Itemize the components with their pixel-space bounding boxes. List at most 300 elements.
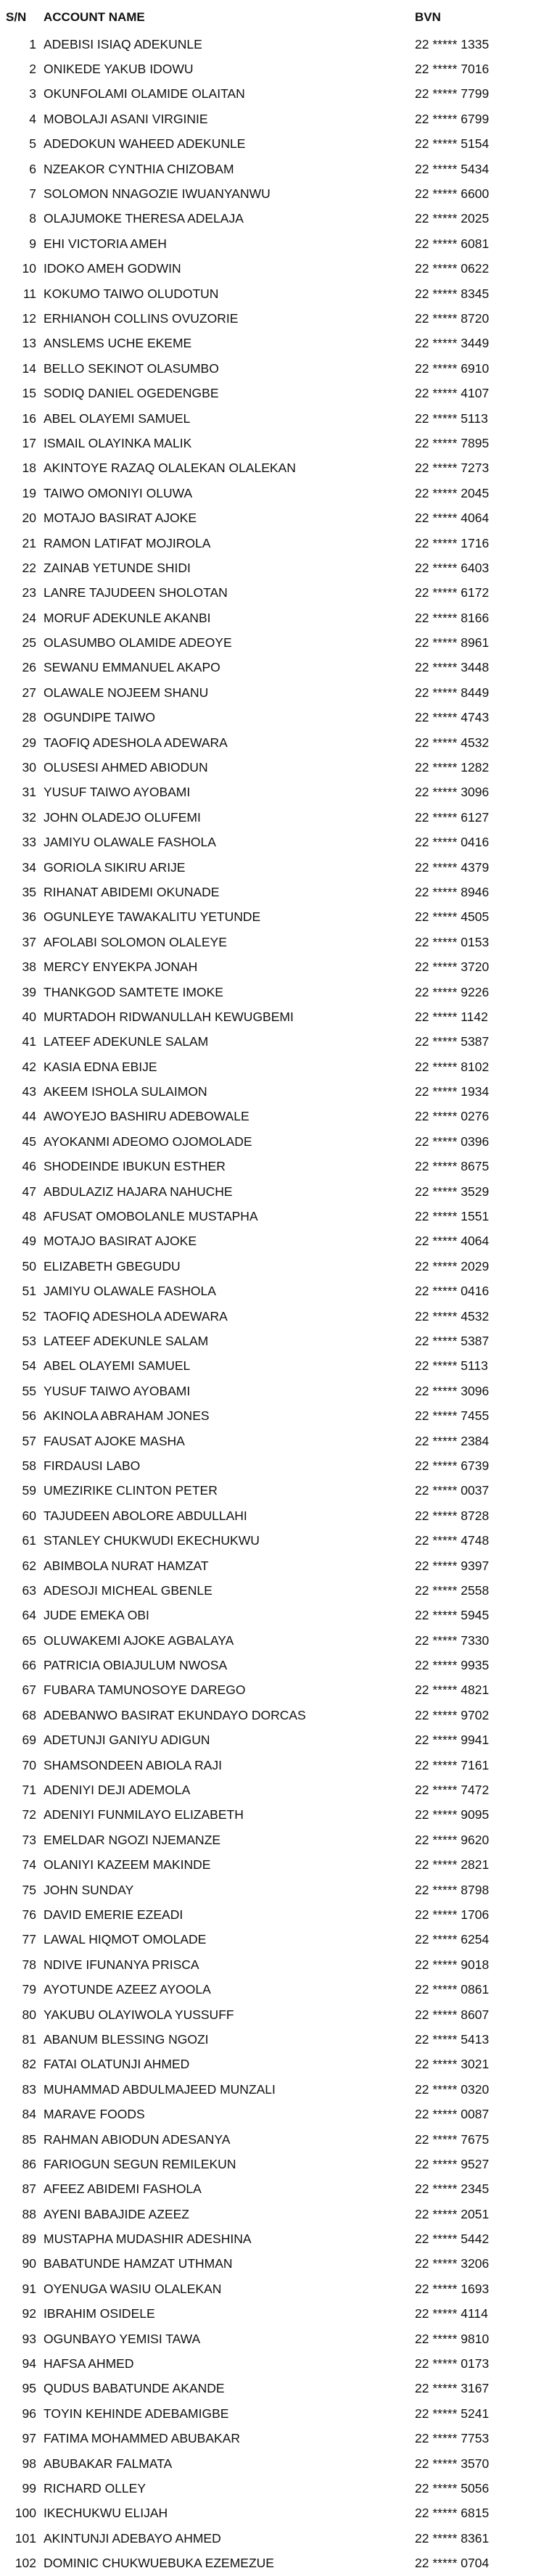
row-bvn: 22 ***** 1551 — [415, 1209, 490, 1224]
row-bvn: 22 ***** 9941 — [415, 1733, 490, 1748]
table-row — [0, 905, 557, 930]
row-account-name: ADEDOKUN WAHEED ADEKUNLE — [44, 136, 246, 152]
row-account-name: SHAMSONDEEN ABIOLA RAJI — [44, 1757, 223, 1772]
table-row — [0, 1079, 557, 1104]
table-row — [0, 456, 557, 481]
table-row — [0, 880, 557, 904]
row-bvn: 22 ***** 1335 — [415, 36, 490, 51]
table-row — [0, 755, 557, 780]
row-account-name: HAFSA AHMED — [44, 2356, 134, 2371]
row-bvn: 22 ***** 1716 — [415, 535, 490, 550]
row-bvn: 22 ***** 0396 — [415, 1134, 490, 1149]
row-bvn: 22 ***** 6739 — [415, 1458, 490, 1473]
row-account-name: EMELDAR NGOZI NJEMANZE — [44, 1832, 221, 1847]
row-bvn: 22 ***** 7895 — [415, 435, 490, 450]
row-bvn: 22 ***** 8675 — [415, 1159, 490, 1174]
row-account-name: ABIMBOLA NURAT HAMZAT — [44, 1558, 209, 1573]
row-account-name: FAUSAT AJOKE MASHA — [44, 1433, 185, 1448]
table-row — [0, 1728, 557, 1753]
row-bvn: 22 ***** 7675 — [415, 2131, 490, 2147]
row-account-name: NDIVE IFUNANYA PRISCA — [44, 1957, 199, 1972]
table-row — [0, 1952, 557, 1977]
row-bvn: 22 ***** 5056 — [415, 2480, 490, 2496]
table-row — [0, 2152, 557, 2176]
row-account-name: ERHIANOH COLLINS OVUZORIE — [44, 310, 239, 326]
row-bvn: 22 ***** 0861 — [415, 1982, 490, 1997]
table-row — [0, 680, 557, 705]
table-row — [0, 1928, 557, 1952]
row-account-name: OLANIYI KAZEEM MAKINDE — [44, 1857, 211, 1873]
table-row — [0, 181, 557, 206]
row-bvn: 22 ***** 8728 — [415, 1508, 490, 1523]
table-row — [0, 1054, 557, 1079]
row-sn: 55 — [22, 1383, 36, 1398]
row-bvn: 22 ***** 7455 — [415, 1408, 490, 1424]
table-row — [0, 2052, 557, 2077]
row-sn: 60 — [22, 1508, 36, 1523]
row-sn: 6 — [29, 161, 36, 176]
row-sn: 51 — [22, 1284, 36, 1299]
row-sn: 25 — [22, 635, 36, 651]
row-sn: 97 — [22, 2431, 36, 2446]
row-account-name: TAJUDEEN ABOLORE ABDULLAHI — [44, 1508, 247, 1523]
row-sn: 99 — [22, 2480, 36, 2496]
row-account-name: NZEAKOR CYNTHIA CHIZOBAM — [44, 161, 234, 176]
row-sn: 79 — [22, 1982, 36, 1997]
table-row — [0, 1379, 557, 1403]
row-account-name: ZAINAB YETUNDE SHIDI — [44, 560, 191, 575]
row-sn: 72 — [22, 1807, 36, 1822]
row-bvn: 22 ***** 9226 — [415, 984, 490, 999]
row-bvn: 22 ***** 9810 — [415, 2331, 490, 2346]
table-row — [0, 1528, 557, 1553]
row-bvn: 22 ***** 7753 — [415, 2431, 490, 2446]
row-sn: 22 — [22, 560, 36, 575]
table-row — [0, 406, 557, 431]
row-sn: 58 — [22, 1458, 36, 1473]
table-row — [0, 57, 557, 81]
row-sn: 28 — [22, 710, 36, 725]
table-row — [0, 1179, 557, 1204]
table-row — [0, 1329, 557, 1353]
row-sn: 3 — [29, 86, 36, 102]
row-bvn: 22 ***** 2558 — [415, 1582, 490, 1598]
table-row — [0, 1828, 557, 1852]
row-account-name: ABUBAKAR FALMATA — [44, 2456, 173, 2471]
row-bvn: 22 ***** 2345 — [415, 2181, 490, 2197]
row-bvn: 22 ***** 4064 — [415, 1234, 490, 1249]
table-row — [0, 207, 557, 231]
row-bvn: 22 ***** 5434 — [415, 161, 490, 176]
table-row — [0, 431, 557, 455]
row-account-name: DAVID EMERIE EZEADI — [44, 1907, 183, 1922]
row-bvn: 22 ***** 6172 — [415, 585, 490, 600]
row-account-name: LANRE TAJUDEEN SHOLOTAN — [44, 585, 228, 600]
row-account-name: DOMINIC CHUKWUEBUKA EZEMEZUE — [44, 2556, 274, 2571]
row-bvn: 22 ***** 5387 — [415, 1334, 490, 1348]
table-row — [0, 1105, 557, 1129]
table-row — [0, 32, 557, 57]
table-row — [0, 2327, 557, 2351]
row-bvn: 22 ***** 0153 — [415, 934, 490, 949]
row-sn: 57 — [22, 1433, 36, 1448]
row-sn: 65 — [22, 1632, 36, 1648]
table-row — [0, 930, 557, 954]
row-bvn: 22 ***** 9935 — [415, 1658, 490, 1673]
table-row — [0, 2077, 557, 2102]
row-bvn: 22 ***** 3720 — [415, 959, 490, 975]
row-account-name: IBRAHIM OSIDELE — [44, 2306, 155, 2321]
row-sn: 11 — [22, 286, 36, 301]
row-sn: 71 — [22, 1783, 36, 1798]
table-row — [0, 1578, 557, 1603]
row-account-name: EHI VICTORIA AMEH — [44, 236, 167, 251]
table-row — [0, 1030, 557, 1054]
table-row — [0, 2177, 557, 2202]
row-account-name: ADESOJI MICHEAL GBENLE — [44, 1582, 213, 1598]
row-account-name: JAMIYU OLAWALE FASHOLA — [44, 835, 216, 850]
row-bvn: 22 ***** 8166 — [415, 610, 490, 625]
row-bvn: 22 ***** 5113 — [415, 410, 488, 426]
row-account-name: FIRDAUSI LABO — [44, 1458, 141, 1473]
row-sn: 36 — [22, 909, 36, 925]
row-account-name: OYENUGA WASIU OLALEKAN — [44, 2281, 222, 2296]
row-bvn: 22 ***** 8102 — [415, 1059, 490, 1074]
row-account-name: KASIA EDNA EBIJE — [44, 1059, 157, 1074]
table-row — [0, 1204, 557, 1229]
row-bvn: 22 ***** 0320 — [415, 2081, 490, 2097]
table-row — [0, 581, 557, 606]
row-sn: 95 — [22, 2381, 36, 2396]
table-row — [0, 2276, 557, 2301]
row-account-name: TAOFIQ ADESHOLA ADEWARA — [44, 1308, 228, 1324]
row-sn: 100 — [15, 2506, 36, 2521]
table-row — [0, 630, 557, 655]
row-account-name: FARIOGUN SEGUN REMILEKUN — [44, 2156, 236, 2171]
row-account-name: OLAJUMOKE THERESA ADELAJA — [44, 211, 244, 226]
row-account-name: TOYIN KEHINDE ADEBAMIGBE — [44, 2406, 229, 2421]
row-sn: 2 — [29, 62, 36, 77]
row-bvn: 22 ***** 4379 — [415, 859, 490, 875]
row-account-name: BABATUNDE HAMZAT UTHMAN — [44, 2256, 233, 2271]
row-sn: 16 — [22, 410, 36, 426]
table-row — [0, 1503, 557, 1528]
row-sn: 84 — [22, 2107, 36, 2122]
row-sn: 74 — [22, 1857, 36, 1873]
row-bvn: 22 ***** 9620 — [415, 1832, 490, 1847]
table-row — [0, 1803, 557, 1828]
row-bvn: 22 ***** 5945 — [415, 1608, 490, 1623]
row-sn: 70 — [22, 1757, 36, 1772]
row-bvn: 22 ***** 6799 — [415, 111, 490, 126]
row-account-name: RAMON LATIFAT MOJIROLA — [44, 535, 211, 550]
row-sn: 98 — [22, 2456, 36, 2471]
row-sn: 44 — [22, 1109, 36, 1124]
row-account-name: LATEEF ADEKUNLE SALAM — [44, 1034, 209, 1049]
row-account-name: QUDUS BABATUNDE AKANDE — [44, 2381, 225, 2396]
row-account-name: KOKUMO TAIWO OLUDOTUN — [44, 286, 219, 301]
row-account-name: ADEBISI ISIAQ ADEKUNLE — [44, 36, 202, 51]
row-bvn: 22 ***** 1693 — [415, 2281, 490, 2296]
table-row — [0, 1004, 557, 1029]
row-account-name: IKECHUKWU ELIJAH — [44, 2506, 168, 2521]
row-account-name: AYOTUNDE AZEEZ AYOOLA — [44, 1982, 211, 1997]
row-sn: 56 — [22, 1408, 36, 1424]
row-sn: 89 — [22, 2232, 36, 2247]
row-bvn: 22 ***** 5241 — [415, 2406, 490, 2421]
row-sn: 63 — [22, 1582, 36, 1598]
table-row — [0, 306, 557, 331]
row-bvn: 22 ***** 2051 — [415, 2206, 490, 2221]
table-row — [0, 780, 557, 805]
row-bvn: 22 ***** 6081 — [415, 236, 490, 251]
row-sn: 83 — [22, 2081, 36, 2097]
row-sn: 8 — [29, 211, 36, 226]
row-sn: 78 — [22, 1957, 36, 1972]
row-sn: 53 — [22, 1334, 36, 1348]
row-bvn: 22 ***** 2384 — [415, 1433, 490, 1448]
table-row — [0, 1279, 557, 1304]
row-sn: 77 — [22, 1932, 36, 1947]
row-sn: 18 — [22, 461, 36, 476]
row-bvn: 22 ***** 5413 — [415, 2031, 490, 2047]
row-sn: 39 — [22, 984, 36, 999]
row-bvn: 22 ***** 0087 — [415, 2107, 490, 2122]
row-sn: 30 — [22, 760, 36, 775]
row-account-name: MOTAJO BASIRAT AJOKE — [44, 511, 197, 526]
table-row — [0, 1603, 557, 1628]
table-row — [0, 954, 557, 979]
table-row — [0, 805, 557, 830]
row-sn: 75 — [22, 1882, 36, 1897]
table-row — [0, 1678, 557, 1703]
row-sn: 47 — [22, 1184, 36, 1199]
row-bvn: 22 ***** 8449 — [415, 685, 490, 700]
row-account-name: MORUF ADEKUNLE AKANBI — [44, 610, 211, 625]
row-account-name: JAMIYU OLAWALE FASHOLA — [44, 1284, 216, 1299]
row-account-name: BELLO SEKINOT OLASUMBO — [44, 360, 219, 376]
row-account-name: YUSUF TAIWO AYOBAMI — [44, 1383, 191, 1398]
table-row — [0, 1479, 557, 1503]
row-sn: 90 — [22, 2256, 36, 2271]
row-account-name: AFEEZ ABIDEMI FASHOLA — [44, 2181, 202, 2197]
row-account-name: AFOLABI SOLOMON OLALEYE — [44, 934, 227, 949]
row-bvn: 22 ***** 9095 — [415, 1807, 490, 1822]
table-row — [0, 531, 557, 556]
row-bvn: 22 ***** 4532 — [415, 1308, 490, 1324]
row-bvn: 22 ***** 2029 — [415, 1258, 490, 1273]
row-bvn: 22 ***** 7330 — [415, 1632, 490, 1648]
row-account-name: ISMAIL OLAYINKA MALIK — [44, 435, 192, 450]
table-row — [0, 1453, 557, 1478]
row-account-name: OLUSESI AHMED ABIODUN — [44, 760, 208, 775]
header-bvn: BVN — [415, 10, 441, 24]
table-row — [0, 2526, 557, 2551]
row-bvn: 22 ***** 7016 — [415, 62, 490, 77]
row-account-name: LAWAL HIQMOT OMOLADE — [44, 1932, 207, 1947]
row-sn: 38 — [22, 959, 36, 975]
row-account-name: YUSUF TAIWO AYOBAMI — [44, 785, 191, 800]
row-sn: 76 — [22, 1907, 36, 1922]
row-bvn: 22 ***** 2045 — [415, 485, 490, 500]
row-account-name: JOHN SUNDAY — [44, 1882, 134, 1897]
row-account-name: ABEL OLAYEMI SAMUEL — [44, 410, 191, 426]
row-account-name: LATEEF ADEKUNLE SALAM — [44, 1334, 209, 1348]
row-bvn: 22 ***** 3570 — [415, 2456, 490, 2471]
row-bvn: 22 ***** 5113 — [415, 1358, 488, 1374]
row-account-name: MERCY ENYEKPA JONAH — [44, 959, 198, 975]
row-account-name: THANKGOD SAMTETE IMOKE — [44, 984, 223, 999]
table-row — [0, 1254, 557, 1279]
table-row — [0, 356, 557, 381]
row-bvn: 22 ***** 3448 — [415, 660, 490, 675]
table-row — [0, 730, 557, 755]
table-row — [0, 1902, 557, 1927]
row-sn: 21 — [22, 535, 36, 550]
row-bvn: 22 ***** 3021 — [415, 2057, 490, 2072]
row-account-name: AKINOLA ABRAHAM JONES — [44, 1408, 210, 1424]
row-bvn: 22 ***** 0704 — [415, 2556, 490, 2571]
row-sn: 23 — [22, 585, 36, 600]
table-row — [0, 980, 557, 1004]
table-row — [0, 1878, 557, 1902]
table-row — [0, 2351, 557, 2376]
row-bvn: 22 ***** 0416 — [415, 835, 490, 850]
table-header — [0, 0, 557, 32]
row-bvn: 22 ***** 5154 — [415, 136, 490, 152]
table-row — [0, 2002, 557, 2027]
row-account-name: ABDULAZIZ HAJARA NAHUCHE — [44, 1184, 233, 1199]
row-sn: 86 — [22, 2156, 36, 2171]
row-bvn: 22 ***** 1706 — [415, 1907, 490, 1922]
row-account-name: TAOFIQ ADESHOLA ADEWARA — [44, 735, 228, 750]
row-account-name: MARAVE FOODS — [44, 2107, 145, 2122]
table-row — [0, 2451, 557, 2476]
table-row — [0, 505, 557, 530]
table-row — [0, 1403, 557, 1428]
table-row — [0, 2102, 557, 2126]
row-account-name: OKUNFOLAMI OLAMIDE OLAITAN — [44, 86, 245, 102]
row-sn: 50 — [22, 1258, 36, 1273]
row-bvn: 22 ***** 6600 — [415, 186, 490, 202]
table-row — [0, 1753, 557, 1778]
row-bvn: 22 ***** 2821 — [415, 1857, 490, 1873]
table-row — [0, 606, 557, 630]
table-row — [0, 331, 557, 356]
row-sn: 13 — [22, 336, 36, 351]
row-account-name: JUDE EMEKA OBI — [44, 1608, 149, 1623]
table-row — [0, 656, 557, 680]
row-sn: 102 — [15, 2556, 36, 2571]
table-row — [0, 481, 557, 505]
row-sn: 15 — [22, 386, 36, 401]
row-sn: 32 — [22, 809, 36, 825]
row-bvn: 22 ***** 8720 — [415, 310, 490, 326]
row-sn: 35 — [22, 884, 36, 899]
row-account-name: ONIKEDE YAKUB IDOWU — [44, 62, 194, 77]
row-account-name: YAKUBU OLAYIWOLA YUSSUFF — [44, 2007, 234, 2022]
row-account-name: ADENIYI DEJI ADEMOLA — [44, 1783, 191, 1798]
row-bvn: 22 ***** 6403 — [415, 560, 490, 575]
row-sn: 91 — [22, 2281, 36, 2296]
row-sn: 68 — [22, 1707, 36, 1722]
row-account-name: GORIOLA SIKIRU ARIJE — [44, 859, 186, 875]
row-account-name: STANLEY CHUKWUDI EKECHUKWU — [44, 1533, 260, 1548]
table-row — [0, 706, 557, 730]
row-sn: 85 — [22, 2131, 36, 2147]
row-account-name: SOLOMON NNAGOZIE IWUANYANWU — [44, 186, 271, 202]
row-sn: 82 — [22, 2057, 36, 2072]
row-account-name: ADETUNJI GANIYU ADIGUN — [44, 1733, 210, 1748]
row-sn: 59 — [22, 1483, 36, 1498]
row-account-name: ANSLEMS UCHE EKEME — [44, 336, 192, 351]
row-bvn: 22 ***** 3167 — [415, 2381, 490, 2396]
row-sn: 81 — [22, 2031, 36, 2047]
row-bvn: 22 ***** 4107 — [415, 386, 490, 401]
row-account-name: OLASUMBO OLAMIDE ADEOYE — [44, 635, 232, 651]
row-sn: 40 — [22, 1009, 36, 1024]
row-account-name: IDOKO AMEH GODWIN — [44, 261, 181, 276]
row-bvn: 22 ***** 8345 — [415, 286, 490, 301]
table-row — [0, 1703, 557, 1727]
row-bvn: 22 ***** 5442 — [415, 2232, 490, 2247]
row-sn: 67 — [22, 1683, 36, 1698]
row-account-name: SODIQ DANIEL OGEDENGBE — [44, 386, 219, 401]
row-account-name: ELIZABETH GBEGUDU — [44, 1258, 181, 1273]
row-account-name: ABEL OLAYEMI SAMUEL — [44, 1358, 191, 1374]
row-sn: 93 — [22, 2331, 36, 2346]
row-bvn: 22 ***** 9527 — [415, 2156, 490, 2171]
table-row — [0, 1853, 557, 1878]
table-row — [0, 132, 557, 157]
row-account-name: OLUWAKEMI AJOKE AGBALAYA — [44, 1632, 234, 1648]
table-row — [0, 855, 557, 880]
table-row — [0, 1155, 557, 1179]
table-row — [0, 2377, 557, 2401]
row-sn: 66 — [22, 1658, 36, 1673]
table-row — [0, 1977, 557, 2002]
row-sn: 94 — [22, 2356, 36, 2371]
table-row — [0, 1429, 557, 1453]
row-sn: 43 — [22, 1084, 36, 1099]
row-bvn: 22 ***** 4505 — [415, 909, 490, 925]
table-row — [0, 2476, 557, 2501]
row-account-name: AKINTUNJI ADEBAYO AHMED — [44, 2530, 221, 2546]
row-bvn: 22 ***** 6815 — [415, 2506, 490, 2521]
row-account-name: AYENI BABAJIDE AZEEZ — [44, 2206, 189, 2221]
row-account-name: MUHAMMAD ABDULMAJEED MUNZALI — [44, 2081, 276, 2097]
row-bvn: 22 ***** 9397 — [415, 1558, 490, 1573]
row-account-name: JOHN OLADEJO OLUFEMI — [44, 809, 201, 825]
table-row — [0, 2551, 557, 2575]
table-row — [0, 107, 557, 131]
row-sn: 20 — [22, 511, 36, 526]
row-sn: 92 — [22, 2306, 36, 2321]
row-sn: 12 — [22, 310, 36, 326]
row-account-name: TAIWO OMONIYI OLUWA — [44, 485, 193, 500]
row-account-name: MURTADOH RIDWANULLAH KEWUGBEMI — [44, 1009, 294, 1024]
table-row — [0, 1778, 557, 1802]
table-row — [0, 1653, 557, 1677]
row-bvn: 22 ***** 4821 — [415, 1683, 490, 1698]
row-account-name: SEWANU EMMANUEL AKAPO — [44, 660, 220, 675]
row-account-name: AWOYEJO BASHIRU ADEBOWALE — [44, 1109, 249, 1124]
row-sn: 52 — [22, 1308, 36, 1324]
table-row — [0, 1304, 557, 1329]
table-row — [0, 2427, 557, 2451]
row-sn: 37 — [22, 934, 36, 949]
row-bvn: 22 ***** 0622 — [415, 261, 490, 276]
